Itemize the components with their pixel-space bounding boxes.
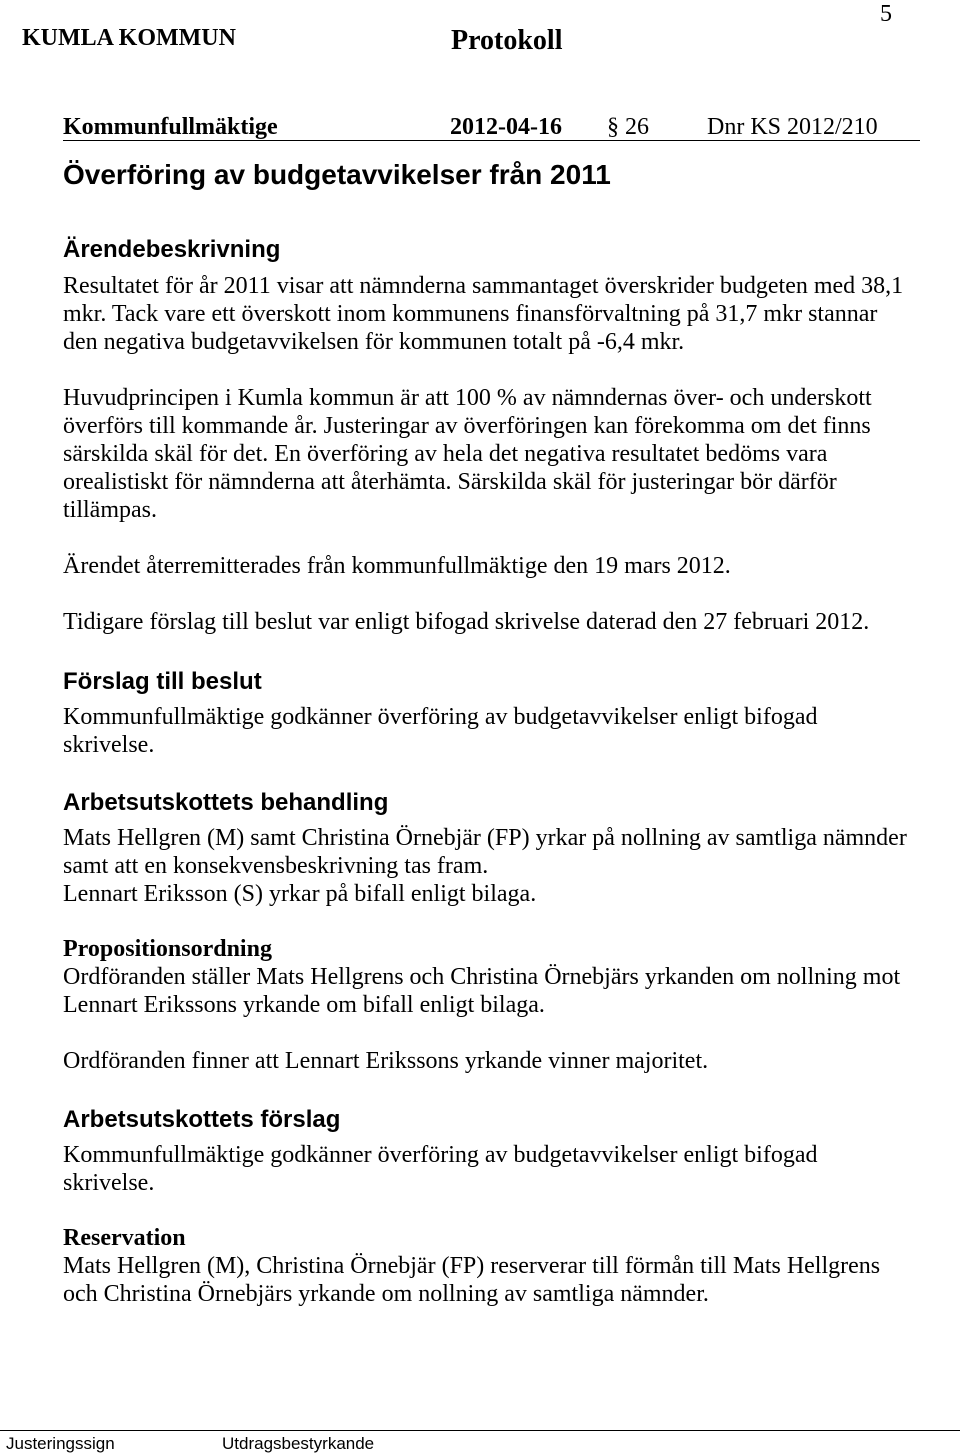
text-line: överförs till kommande år. Justeringar av överföringen kan förekomma om det finns xyxy=(63,413,871,439)
paragraph-number: § 26 xyxy=(607,114,649,140)
paragraph xyxy=(63,1252,880,1308)
text-line: Lennart Erikssons yrkande om bifall enligt bilaga. xyxy=(63,992,545,1018)
certification-label: Utdragsbestyrkande xyxy=(222,1434,375,1453)
section-heading-description: Ärendebeskrivning xyxy=(63,236,281,263)
text-line: samt att en konsekvensbeskrivning tas fram. xyxy=(63,853,489,879)
text-line: Kommunfullmäktige godkänner överföring av budgetavvikelser enligt bifogad xyxy=(63,704,818,730)
text-line: skrivelse. xyxy=(63,732,155,758)
paragraph xyxy=(63,1047,708,1075)
text-line: skrivelse. xyxy=(63,1170,155,1196)
meeting-date: 2012-04-16 xyxy=(450,114,562,140)
footer-rule xyxy=(0,1430,960,1431)
paragraph xyxy=(63,552,731,580)
paragraph xyxy=(63,824,907,908)
section-heading-proposal: Förslag till beslut xyxy=(63,668,262,695)
text-line: Mats Hellgren (M) samt Christina Örnebjär (FP) yrkar på nollning av samtliga nämnder xyxy=(63,825,907,851)
section-heading-reservation: Reservation xyxy=(63,1225,186,1251)
paragraph xyxy=(63,272,903,356)
text-line: och Christina Örnebjärs yrkande om nollning av samtliga nämnder. xyxy=(63,1281,709,1307)
section-heading-committee-proposal: Arbetsutskottets förslag xyxy=(63,1106,341,1133)
section-heading-proposition-order: Propositionsordning xyxy=(63,936,272,962)
text-line: orealistiskt för nämnderna att återhämta. Särskilda skäl för justeringar bör därför xyxy=(63,469,837,495)
text-line: Ordföranden ställer Mats Hellgrens och Christina Örnebjärs yrkanden om nollning mot xyxy=(63,964,901,990)
page-number: 5 xyxy=(880,1,892,27)
paragraph xyxy=(63,384,872,524)
text-line: Tidigare förslag till beslut var enligt bifogad skrivelse daterad den 27 februari 2012. xyxy=(63,609,870,635)
text-line: särskilda skäl för det. En överföring av hela det negativa resultatet bedöms vara xyxy=(63,441,828,467)
text-line: tillämpas. xyxy=(63,497,157,523)
header-rule xyxy=(63,140,920,141)
text-line: den negativa budgetavvikelsen för kommunen totalt på -6,4 mkr. xyxy=(63,329,685,355)
text-line: Ordföranden finner att Lennart Erikssons yrkande vinner majoritet. xyxy=(63,1048,709,1074)
text-line: Huvudprincipen i Kumla kommun är att 100 % av nämndernas över- och underskott xyxy=(63,385,872,411)
paragraph xyxy=(63,703,817,759)
section-heading-committee-handling: Arbetsutskottets behandling xyxy=(63,789,389,816)
case-number: Dnr KS 2012/210 xyxy=(707,114,878,140)
text-line: Ärendet återremitterades från kommunfullmäktige den 19 mars 2012. xyxy=(63,553,731,579)
document-type: Protokoll xyxy=(451,25,563,56)
text-line: Kommunfullmäktige godkänner överföring av budgetavvikelser enligt bifogad xyxy=(63,1142,818,1168)
text-line: Lennart Eriksson (S) yrkar på bifall enligt bilaga. xyxy=(63,881,537,907)
organization-name: KUMLA KOMMUN xyxy=(22,25,236,51)
paragraph xyxy=(63,608,869,636)
document-title: Överföring av budgetavvikelser från 2011 xyxy=(63,159,611,190)
paragraph xyxy=(63,963,900,1019)
meeting-body: Kommunfullmäktige xyxy=(63,114,278,140)
text-line: Mats Hellgren (M), Christina Örnebjär (FP) reserverar till förmån till Mats Hellgrens xyxy=(63,1253,881,1279)
paragraph xyxy=(63,1141,817,1197)
text-line: mkr. Tack vare ett överskott inom kommunens finansförvaltning på 31,7 mkr stannar xyxy=(63,301,878,327)
signature-label: Justeringssign xyxy=(6,1434,115,1453)
text-line: Resultatet för år 2011 visar att nämnderna sammantaget överskrider budgeten med 38,1 xyxy=(63,273,904,299)
